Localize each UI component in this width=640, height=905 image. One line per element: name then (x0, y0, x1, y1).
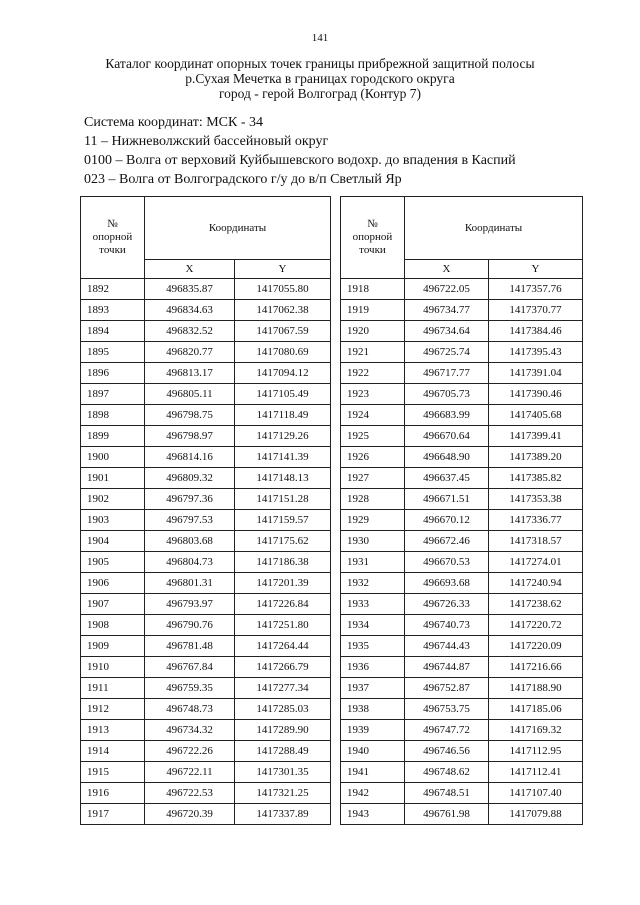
x-coordinate-cell: 496813.17 (145, 363, 235, 384)
x-coordinate-cell: 496803.68 (145, 531, 235, 552)
point-number-cell: 1918 (341, 279, 405, 300)
y-coordinate-cell: 1417399.41 (489, 426, 583, 447)
y-coordinate-cell: 1417391.04 (489, 363, 583, 384)
x-coordinate-cell: 496804.73 (145, 552, 235, 573)
title-line-1: Каталог координат опорных точек границы прибрежной защитной полосы (105, 56, 535, 71)
title-line-3: город - герой Волгоград (Контур 7) (218, 86, 422, 101)
point-number-cell: 1942 (341, 783, 405, 804)
y-coordinate-cell: 1417336.77 (489, 510, 583, 531)
point-number-cell: 1911 (81, 678, 145, 699)
y-coordinate-cell: 1417384.46 (489, 321, 583, 342)
x-coordinate-cell: 496725.74 (405, 342, 489, 363)
point-number-cell: 1892 (81, 279, 145, 300)
x-coordinate-cell: 496734.77 (405, 300, 489, 321)
x-coordinate-cell: 496809.32 (145, 468, 235, 489)
y-coordinate-cell: 1417067.59 (235, 321, 331, 342)
point-number-cell: 1926 (341, 447, 405, 468)
x-coordinate-cell: 496717.77 (405, 363, 489, 384)
table-row (81, 321, 331, 342)
coordinates-table-right (340, 196, 583, 825)
table-row (81, 426, 331, 447)
coordinate-system-line: Система координат: МСК - 34 (84, 115, 264, 130)
y-coordinate-cell: 1417148.13 (235, 468, 331, 489)
table-row (81, 615, 331, 636)
title-line-2: р.Сухая Мечетка в границах городского округа (185, 71, 455, 86)
table-row (341, 804, 583, 825)
point-number-header: № опорной точки (81, 197, 145, 279)
coordinates-header: Координаты (405, 197, 583, 260)
document-title (40, 56, 600, 101)
x-coordinate-cell: 496693.68 (405, 573, 489, 594)
table-row (341, 300, 583, 321)
x-coordinate-cell: 496746.56 (405, 741, 489, 762)
table-row (341, 615, 583, 636)
table-row (81, 636, 331, 657)
point-number-cell: 1897 (81, 384, 145, 405)
y-coordinate-cell: 1417220.09 (489, 636, 583, 657)
table-row (81, 552, 331, 573)
table-row (81, 783, 331, 804)
table-row (341, 573, 583, 594)
x-coordinate-cell: 496753.75 (405, 699, 489, 720)
y-coordinate-cell: 1417112.95 (489, 741, 583, 762)
y-coordinate-cell: 1417055.80 (235, 279, 331, 300)
table-row (341, 699, 583, 720)
y-coordinate-cell: 1417318.57 (489, 531, 583, 552)
point-number-cell: 1941 (341, 762, 405, 783)
table-row (341, 447, 583, 468)
point-number-cell: 1933 (341, 594, 405, 615)
y-coordinate-cell: 1417251.80 (235, 615, 331, 636)
x-coordinate-cell: 496670.64 (405, 426, 489, 447)
y-coordinate-cell: 1417188.90 (489, 678, 583, 699)
y-coordinate-cell: 1417079.88 (489, 804, 583, 825)
table-row (341, 741, 583, 762)
x-coordinate-cell: 496670.53 (405, 552, 489, 573)
table-row (341, 720, 583, 741)
x-coordinate-cell: 496761.98 (405, 804, 489, 825)
point-number-cell: 1907 (81, 594, 145, 615)
table-row (81, 678, 331, 699)
y-coordinate-cell: 1417169.32 (489, 720, 583, 741)
y-coordinate-cell: 1417390.46 (489, 384, 583, 405)
y-coordinate-cell: 1417389.20 (489, 447, 583, 468)
point-number-cell: 1894 (81, 321, 145, 342)
y-coordinate-cell: 1417321.25 (235, 783, 331, 804)
x-coordinate-cell: 496648.90 (405, 447, 489, 468)
point-number-cell: 1925 (341, 426, 405, 447)
table-body-right (341, 279, 583, 825)
table-row (341, 594, 583, 615)
y-coordinate-cell: 1417080.69 (235, 342, 331, 363)
point-number-cell: 1901 (81, 468, 145, 489)
coordinate-system-info (84, 113, 604, 189)
table-row (81, 720, 331, 741)
table-row (341, 678, 583, 699)
y-coordinate-cell: 1417353.38 (489, 489, 583, 510)
x-coordinate-cell: 496722.53 (145, 783, 235, 804)
table-row (81, 573, 331, 594)
point-number-cell: 1939 (341, 720, 405, 741)
x-coordinate-cell: 496759.35 (145, 678, 235, 699)
point-number-cell: 1929 (341, 510, 405, 531)
x-coordinate-cell: 496734.32 (145, 720, 235, 741)
x-coordinate-cell: 496705.73 (405, 384, 489, 405)
table-row (341, 636, 583, 657)
table-row (81, 531, 331, 552)
coordinates-table-left (80, 196, 331, 825)
point-number-cell: 1915 (81, 762, 145, 783)
page-number: 141 (311, 32, 329, 44)
x-coordinate-cell: 496781.48 (145, 636, 235, 657)
x-coordinate-cell: 496722.26 (145, 741, 235, 762)
table-row (341, 279, 583, 300)
y-coordinate-cell: 1417238.62 (489, 594, 583, 615)
table-row (341, 489, 583, 510)
table-row (81, 699, 331, 720)
y-coordinate-cell: 1417107.40 (489, 783, 583, 804)
x-coordinate-cell: 496832.52 (145, 321, 235, 342)
point-number-cell: 1919 (341, 300, 405, 321)
x-coordinate-cell: 496720.39 (145, 804, 235, 825)
point-number-cell: 1906 (81, 573, 145, 594)
y-coordinate-cell: 1417186.38 (235, 552, 331, 573)
x-coordinate-cell: 496798.97 (145, 426, 235, 447)
table-row (341, 405, 583, 426)
x-coordinate-cell: 496747.72 (405, 720, 489, 741)
y-coordinate-cell: 1417266.79 (235, 657, 331, 678)
point-number-cell: 1914 (81, 741, 145, 762)
y-header: Y (235, 260, 331, 279)
x-coordinate-cell: 496671.51 (405, 489, 489, 510)
table-row (81, 510, 331, 531)
x-coordinate-cell: 496814.16 (145, 447, 235, 468)
x-coordinate-cell: 496722.11 (145, 762, 235, 783)
y-coordinate-cell: 1417151.28 (235, 489, 331, 510)
table-row (81, 447, 331, 468)
y-coordinate-cell: 1417062.38 (235, 300, 331, 321)
table-row (81, 300, 331, 321)
point-number-cell: 1928 (341, 489, 405, 510)
point-number-cell: 1943 (341, 804, 405, 825)
x-coordinate-cell: 496834.63 (145, 300, 235, 321)
y-coordinate-cell: 1417395.43 (489, 342, 583, 363)
table-row (341, 510, 583, 531)
y-coordinate-cell: 1417277.34 (235, 678, 331, 699)
table-row (341, 657, 583, 678)
y-coordinate-cell: 1417285.03 (235, 699, 331, 720)
water-section-line: 023 – Волга от Волгоградского г/у до в/п Светлый Яр (84, 172, 402, 187)
x-coordinate-cell: 496726.33 (405, 594, 489, 615)
point-number-cell: 1898 (81, 405, 145, 426)
table-body-left (81, 279, 331, 825)
y-coordinate-cell: 1417357.76 (489, 279, 583, 300)
point-number-cell: 1908 (81, 615, 145, 636)
y-coordinate-cell: 1417220.72 (489, 615, 583, 636)
table-row (81, 384, 331, 405)
y-coordinate-cell: 1417118.49 (235, 405, 331, 426)
x-coordinate-cell: 496805.11 (145, 384, 235, 405)
x-header: X (405, 260, 489, 279)
y-coordinate-cell: 1417385.82 (489, 468, 583, 489)
point-number-cell: 1903 (81, 510, 145, 531)
basin-district-line: 11 – Нижневолжский бассейновый округ (84, 134, 329, 149)
y-coordinate-cell: 1417112.41 (489, 762, 583, 783)
table-row (341, 783, 583, 804)
y-coordinate-cell: 1417370.77 (489, 300, 583, 321)
table-row (81, 762, 331, 783)
point-number-cell: 1937 (341, 678, 405, 699)
y-coordinate-cell: 1417288.49 (235, 741, 331, 762)
point-number-cell: 1920 (341, 321, 405, 342)
point-number-cell: 1930 (341, 531, 405, 552)
point-number-cell: 1934 (341, 615, 405, 636)
table-row (341, 384, 583, 405)
point-number-cell: 1927 (341, 468, 405, 489)
point-number-cell: 1893 (81, 300, 145, 321)
y-coordinate-cell: 1417264.44 (235, 636, 331, 657)
x-coordinate-cell: 496734.64 (405, 321, 489, 342)
x-header: X (145, 260, 235, 279)
x-coordinate-cell: 496672.46 (405, 531, 489, 552)
x-coordinate-cell: 496722.05 (405, 279, 489, 300)
table-row (81, 363, 331, 384)
table-row (341, 426, 583, 447)
point-number-cell: 1923 (341, 384, 405, 405)
x-coordinate-cell: 496835.87 (145, 279, 235, 300)
x-coordinate-cell: 496820.77 (145, 342, 235, 363)
point-number-cell: 1940 (341, 741, 405, 762)
point-number-cell: 1905 (81, 552, 145, 573)
x-coordinate-cell: 496670.12 (405, 510, 489, 531)
table-row (81, 468, 331, 489)
point-number-cell: 1932 (341, 573, 405, 594)
table-row (81, 804, 331, 825)
table-row (81, 279, 331, 300)
y-coordinate-cell: 1417337.89 (235, 804, 331, 825)
table-row (341, 321, 583, 342)
point-number-header: № опорной точки (341, 197, 405, 279)
y-coordinate-cell: 1417105.49 (235, 384, 331, 405)
x-coordinate-cell: 496793.97 (145, 594, 235, 615)
point-number-cell: 1913 (81, 720, 145, 741)
table-row (81, 741, 331, 762)
point-number-cell: 1902 (81, 489, 145, 510)
table-row (341, 531, 583, 552)
y-coordinate-cell: 1417175.62 (235, 531, 331, 552)
y-coordinate-cell: 1417405.68 (489, 405, 583, 426)
point-number-cell: 1938 (341, 699, 405, 720)
x-coordinate-cell: 496740.73 (405, 615, 489, 636)
x-coordinate-cell: 496797.36 (145, 489, 235, 510)
y-header: Y (489, 260, 583, 279)
point-number-cell: 1924 (341, 405, 405, 426)
x-coordinate-cell: 496798.75 (145, 405, 235, 426)
table-row (341, 762, 583, 783)
point-number-cell: 1917 (81, 804, 145, 825)
x-coordinate-cell: 496637.45 (405, 468, 489, 489)
table-row (341, 363, 583, 384)
point-number-cell: 1910 (81, 657, 145, 678)
table-row (81, 657, 331, 678)
x-coordinate-cell: 496744.43 (405, 636, 489, 657)
point-number-cell: 1912 (81, 699, 145, 720)
point-number-cell: 1922 (341, 363, 405, 384)
river-basin-line: 0100 – Волга от верховий Куйбышевского водохр. до впадения в Каспий (84, 153, 516, 168)
point-number-cell: 1936 (341, 657, 405, 678)
y-coordinate-cell: 1417159.57 (235, 510, 331, 531)
y-coordinate-cell: 1417274.01 (489, 552, 583, 573)
table-row (81, 405, 331, 426)
x-coordinate-cell: 496752.87 (405, 678, 489, 699)
point-number-cell: 1895 (81, 342, 145, 363)
point-number-cell: 1909 (81, 636, 145, 657)
y-coordinate-cell: 1417094.12 (235, 363, 331, 384)
table-row (341, 468, 583, 489)
point-number-cell: 1935 (341, 636, 405, 657)
coordinates-header: Координаты (145, 197, 331, 260)
x-coordinate-cell: 496748.73 (145, 699, 235, 720)
point-number-cell: 1916 (81, 783, 145, 804)
y-coordinate-cell: 1417226.84 (235, 594, 331, 615)
point-number-cell: 1921 (341, 342, 405, 363)
y-coordinate-cell: 1417216.66 (489, 657, 583, 678)
y-coordinate-cell: 1417141.39 (235, 447, 331, 468)
table-row (81, 594, 331, 615)
y-coordinate-cell: 1417185.06 (489, 699, 583, 720)
x-coordinate-cell: 496744.87 (405, 657, 489, 678)
x-coordinate-cell: 496683.99 (405, 405, 489, 426)
y-coordinate-cell: 1417289.90 (235, 720, 331, 741)
point-number-cell: 1900 (81, 447, 145, 468)
y-coordinate-cell: 1417201.39 (235, 573, 331, 594)
y-coordinate-cell: 1417301.35 (235, 762, 331, 783)
x-coordinate-cell: 496797.53 (145, 510, 235, 531)
x-coordinate-cell: 496801.31 (145, 573, 235, 594)
point-number-cell: 1899 (81, 426, 145, 447)
x-coordinate-cell: 496790.76 (145, 615, 235, 636)
point-number-cell: 1904 (81, 531, 145, 552)
x-coordinate-cell: 496767.84 (145, 657, 235, 678)
table-row (341, 342, 583, 363)
y-coordinate-cell: 1417129.26 (235, 426, 331, 447)
x-coordinate-cell: 496748.62 (405, 762, 489, 783)
point-number-cell: 1931 (341, 552, 405, 573)
table-row (81, 489, 331, 510)
table-row (81, 342, 331, 363)
y-coordinate-cell: 1417240.94 (489, 573, 583, 594)
table-row (341, 552, 583, 573)
x-coordinate-cell: 496748.51 (405, 783, 489, 804)
point-number-cell: 1896 (81, 363, 145, 384)
